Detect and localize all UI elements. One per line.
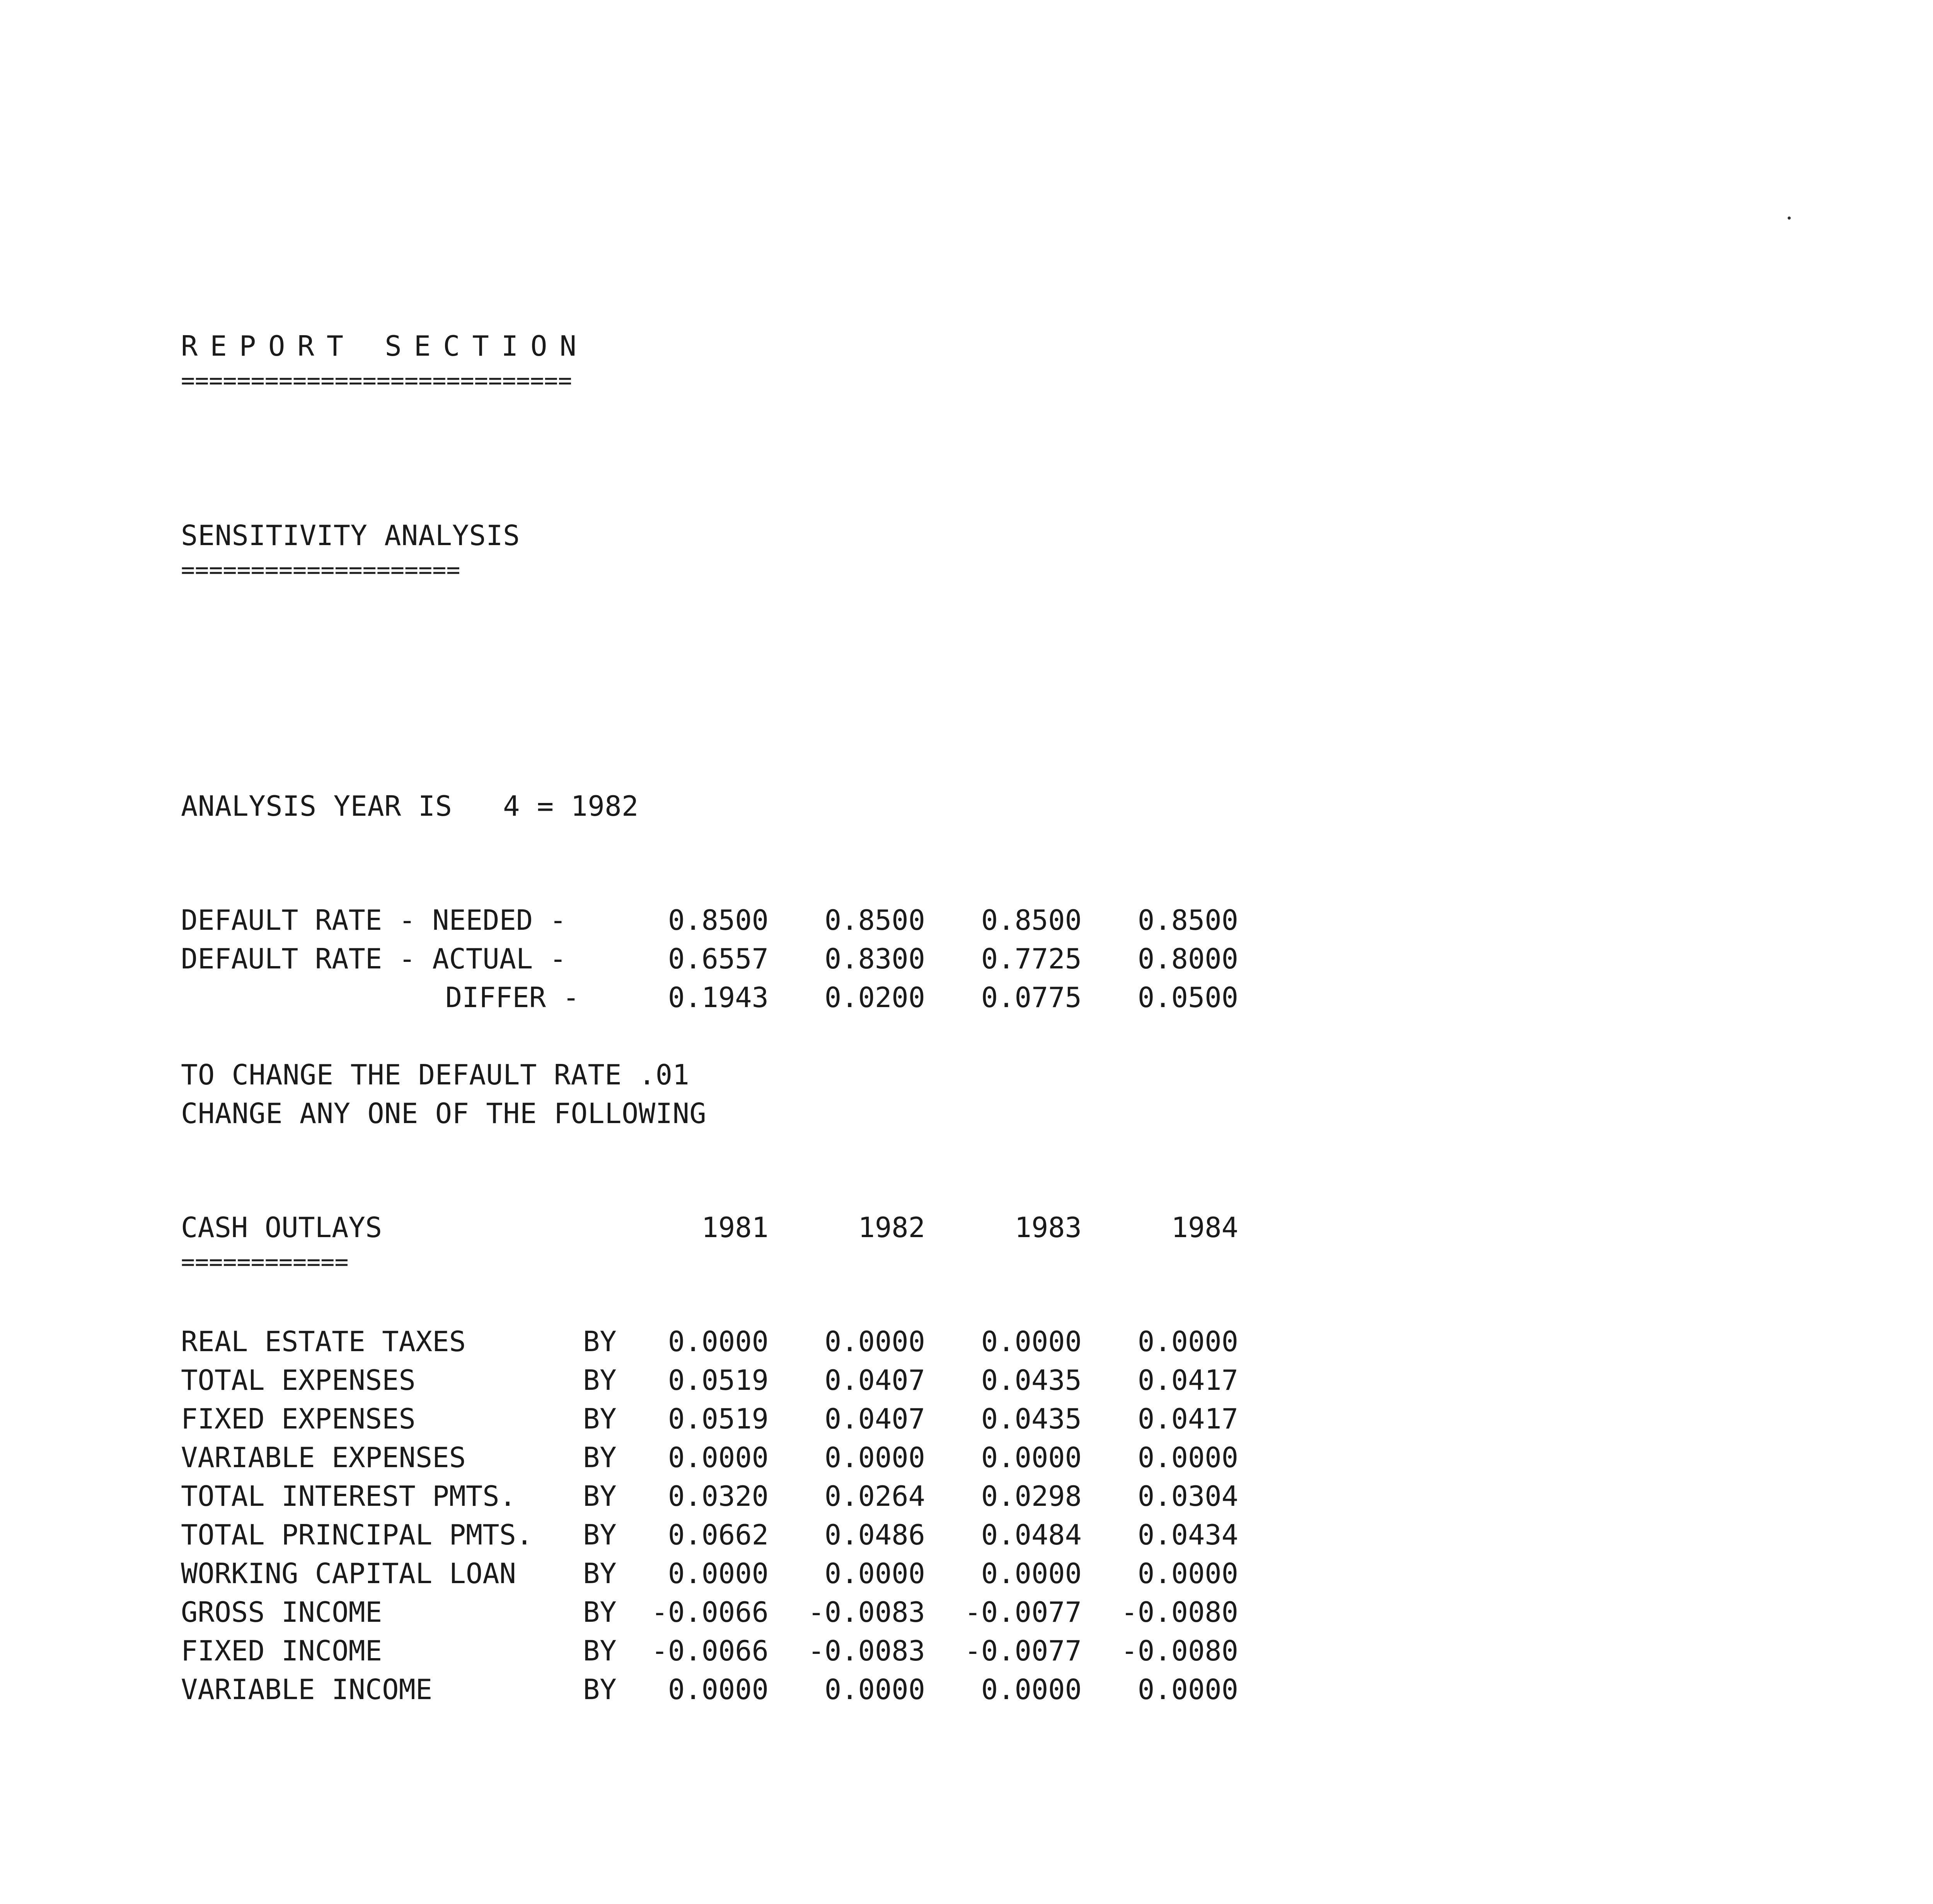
year-header: 1983 — [1014, 1211, 1082, 1244]
value-cell: -0.0080 — [1121, 1596, 1238, 1628]
default-rate-label: DEFAULT RATE - NEEDED - — [181, 904, 566, 936]
value-cell: 0.1943 — [668, 981, 769, 1014]
value-cell: 0.0000 — [668, 1325, 769, 1358]
value-cell: 0.0500 — [1137, 981, 1238, 1014]
row-label: REAL ESTATE TAXES — [181, 1325, 466, 1358]
value-cell: 0.8500 — [981, 904, 1082, 936]
value-cell: 0.0484 — [981, 1519, 1082, 1551]
by-label: BY — [583, 1596, 617, 1628]
by-label: BY — [583, 1557, 617, 1590]
cash-outlays-rule: ============ — [181, 1249, 349, 1276]
value-cell: 0.0000 — [668, 1557, 769, 1590]
row-label: TOTAL PRINCIPAL PMTS. — [181, 1519, 533, 1551]
value-cell: 0.0000 — [1137, 1441, 1238, 1474]
value-cell: 0.0486 — [824, 1519, 925, 1551]
value-cell: 0.7725 — [981, 943, 1082, 975]
by-label: BY — [583, 1635, 617, 1667]
row-label: TOTAL EXPENSES — [181, 1364, 416, 1396]
row-label: FIXED EXPENSES — [181, 1403, 416, 1435]
value-cell: 0.0417 — [1137, 1403, 1238, 1435]
value-cell: 0.8500 — [824, 904, 925, 936]
instruction-line: TO CHANGE THE DEFAULT RATE .01 — [181, 1059, 690, 1091]
value-cell: 0.0435 — [981, 1403, 1082, 1435]
value-cell: -0.0083 — [808, 1635, 925, 1667]
value-cell: 0.8500 — [1137, 904, 1238, 936]
cash-outlays-title: CASH OUTLAYS — [181, 1211, 382, 1244]
value-cell: 0.0000 — [981, 1673, 1082, 1706]
default-rate-label: DIFFER - — [445, 981, 580, 1014]
row-label: VARIABLE INCOME — [181, 1673, 433, 1706]
value-cell: 0.0519 — [668, 1403, 769, 1435]
value-cell: 0.6557 — [668, 943, 769, 975]
value-cell: 0.0000 — [668, 1673, 769, 1706]
value-cell: 0.0000 — [981, 1325, 1082, 1358]
section-title-rule: ==================== — [181, 557, 460, 584]
row-label: WORKING CAPITAL LOAN — [181, 1557, 516, 1590]
value-cell: 0.0000 — [981, 1441, 1082, 1474]
value-cell: 0.0000 — [824, 1557, 925, 1590]
value-cell: -0.0080 — [1121, 1635, 1238, 1667]
value-cell: 0.0304 — [1137, 1480, 1238, 1512]
value-cell: 0.0000 — [1137, 1557, 1238, 1590]
value-cell: 0.0000 — [668, 1441, 769, 1474]
value-cell: 0.0434 — [1137, 1519, 1238, 1551]
value-cell: 0.0000 — [824, 1325, 925, 1358]
value-cell: 0.0264 — [824, 1480, 925, 1512]
year-header: 1982 — [858, 1211, 925, 1244]
section-title: SENSITIVITY ANALYSIS — [181, 519, 520, 552]
by-label: BY — [583, 1364, 617, 1396]
instruction-line: CHANGE ANY ONE OF THE FOLLOWING — [181, 1097, 707, 1130]
year-header: 1984 — [1171, 1211, 1238, 1244]
year-header: 1981 — [701, 1211, 769, 1244]
analysis-year: ANALYSIS YEAR IS 4 = 1982 — [181, 790, 639, 822]
by-label: BY — [583, 1673, 617, 1706]
by-label: BY — [583, 1480, 617, 1512]
value-cell: -0.0083 — [808, 1596, 925, 1628]
report-title-rule: ============================ — [181, 367, 572, 394]
value-cell: 0.8000 — [1137, 943, 1238, 975]
value-cell: 0.0407 — [824, 1403, 925, 1435]
value-cell: 0.0417 — [1137, 1364, 1238, 1396]
value-cell: 0.8500 — [668, 904, 769, 936]
value-cell: -0.0077 — [964, 1635, 1082, 1667]
value-cell: -0.0066 — [651, 1596, 769, 1628]
row-label: TOTAL INTEREST PMTS. — [181, 1480, 516, 1512]
by-label: BY — [583, 1325, 617, 1358]
value-cell: 0.0000 — [981, 1557, 1082, 1590]
value-cell: -0.0077 — [964, 1596, 1082, 1628]
value-cell: 0.8300 — [824, 943, 925, 975]
stray-dot — [1788, 216, 1791, 220]
value-cell: 0.0519 — [668, 1364, 769, 1396]
row-label: VARIABLE EXPENSES — [181, 1441, 466, 1474]
by-label: BY — [583, 1519, 617, 1551]
value-cell: 0.0775 — [981, 981, 1082, 1014]
value-cell: 0.0000 — [1137, 1673, 1238, 1706]
value-cell: 0.0200 — [824, 981, 925, 1014]
by-label: BY — [583, 1441, 617, 1474]
value-cell: -0.0066 — [651, 1635, 769, 1667]
value-cell: 0.0662 — [668, 1519, 769, 1551]
value-cell: 0.0435 — [981, 1364, 1082, 1396]
report-title: REPORT SECTION — [181, 330, 589, 362]
default-rate-label: DEFAULT RATE - ACTUAL - — [181, 943, 566, 975]
value-cell: 0.0320 — [668, 1480, 769, 1512]
by-label: BY — [583, 1403, 617, 1435]
value-cell: 0.0298 — [981, 1480, 1082, 1512]
value-cell: 0.0000 — [1137, 1325, 1238, 1358]
row-label: GROSS INCOME — [181, 1596, 382, 1628]
row-label: FIXED INCOME — [181, 1635, 382, 1667]
value-cell: 0.0407 — [824, 1364, 925, 1396]
value-cell: 0.0000 — [824, 1673, 925, 1706]
value-cell: 0.0000 — [824, 1441, 925, 1474]
